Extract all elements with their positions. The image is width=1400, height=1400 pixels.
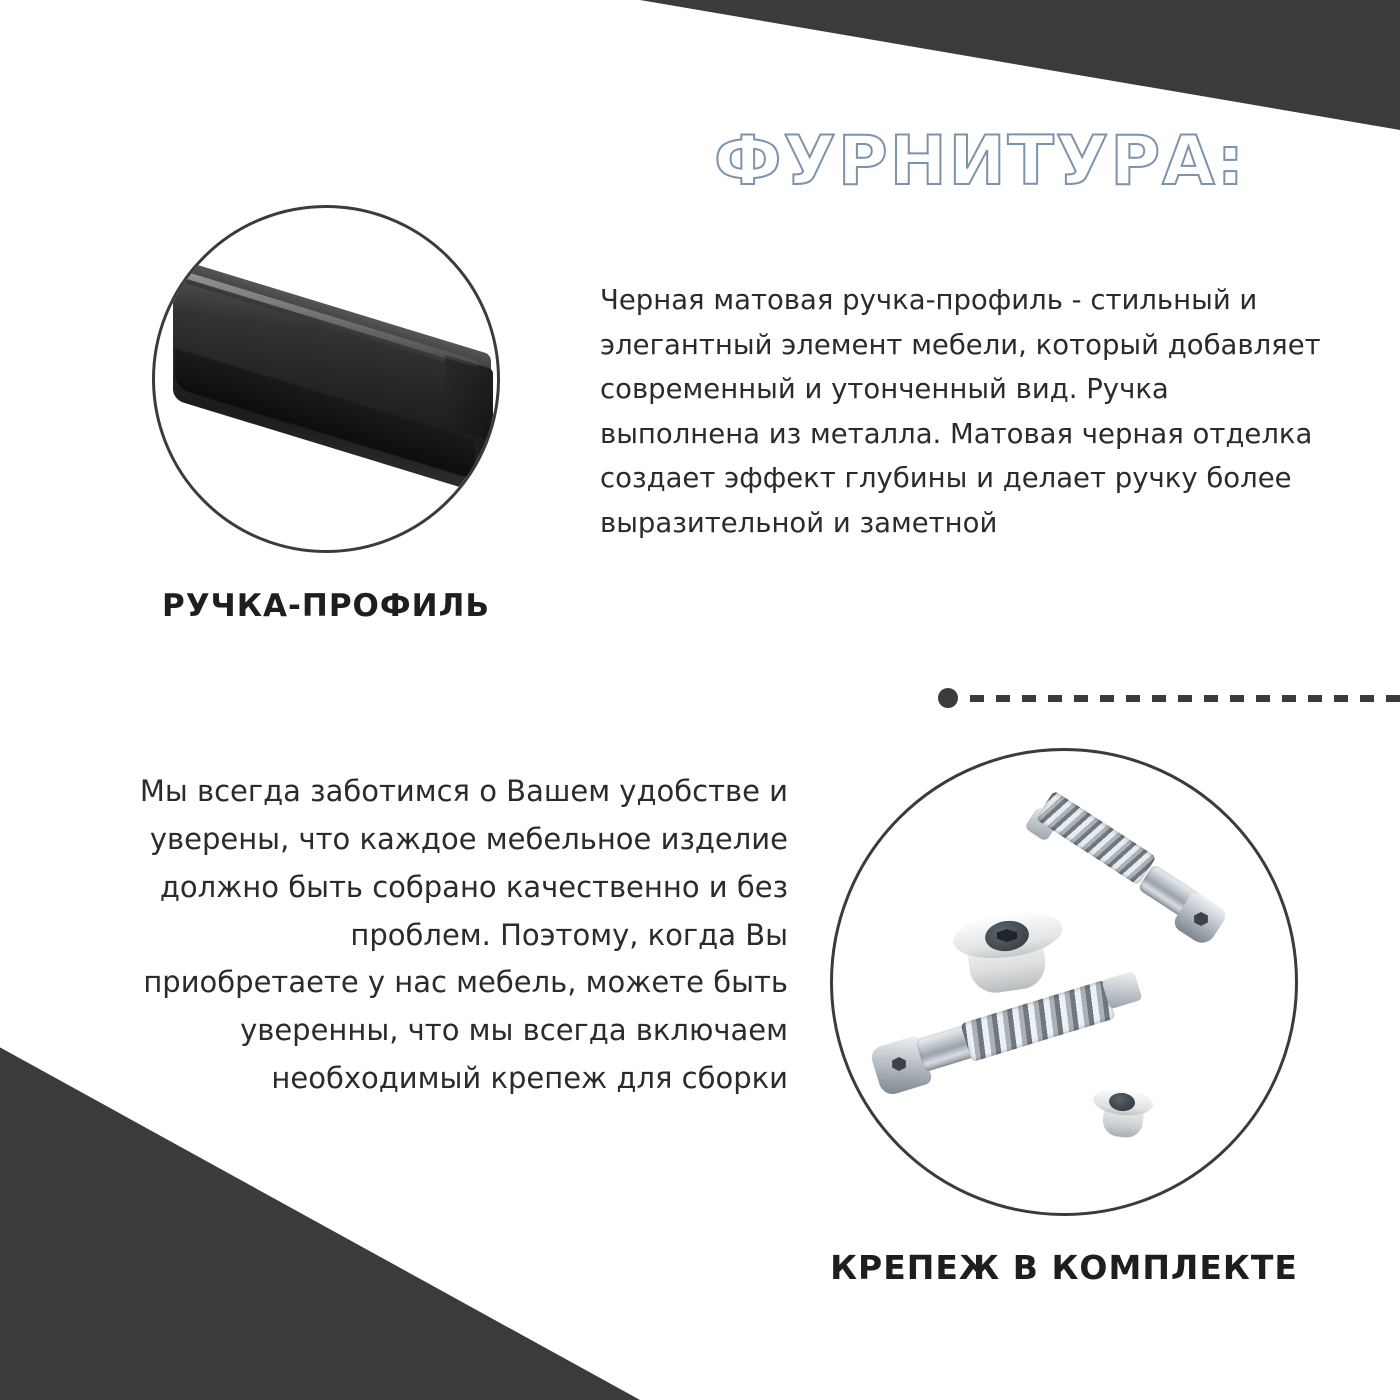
divider-dot-icon <box>938 688 958 708</box>
handle-product-image <box>152 205 500 553</box>
divider-dashes <box>970 695 1400 702</box>
screw-threads <box>1036 791 1157 886</box>
dotted-divider <box>938 688 1400 708</box>
hardware-description: Мы всегда заботимся о Вашем удобстве и уверены, что каждое мебельное изделие должно быть собрано качественно и без проблем. Поэтому, когда Вы приобретаете у нас мебель, можете быть уверенны, что мы всегда включаем необходимый крепеж для сборки <box>139 774 788 1096</box>
profile-handle-illustration <box>152 266 500 516</box>
screw-tip <box>1101 971 1142 1010</box>
cam-lock-small <box>1091 1081 1157 1143</box>
page-title: ФУРНИТУРА: <box>714 122 1246 201</box>
handle-end-lip <box>445 355 493 442</box>
corner-decoration-top-right <box>640 0 1400 130</box>
handle-description: Черная матовая ручка-профиль - стильный и элегантный элемент мебели, который добавляет современный и утонченный вид. Ручка выполнена из металла. Матовая черная отделка создает эффект глубины и делает ручку более выразительной и заметной <box>600 284 1321 539</box>
hardware-caption: КРЕПЕЖ В КОМПЛЕКТЕ <box>830 1248 1298 1287</box>
cam-lock-large <box>951 899 1069 997</box>
hardware-product-image <box>830 748 1298 1216</box>
handle-caption: РУЧКА-ПРОФИЛЬ <box>162 588 490 624</box>
